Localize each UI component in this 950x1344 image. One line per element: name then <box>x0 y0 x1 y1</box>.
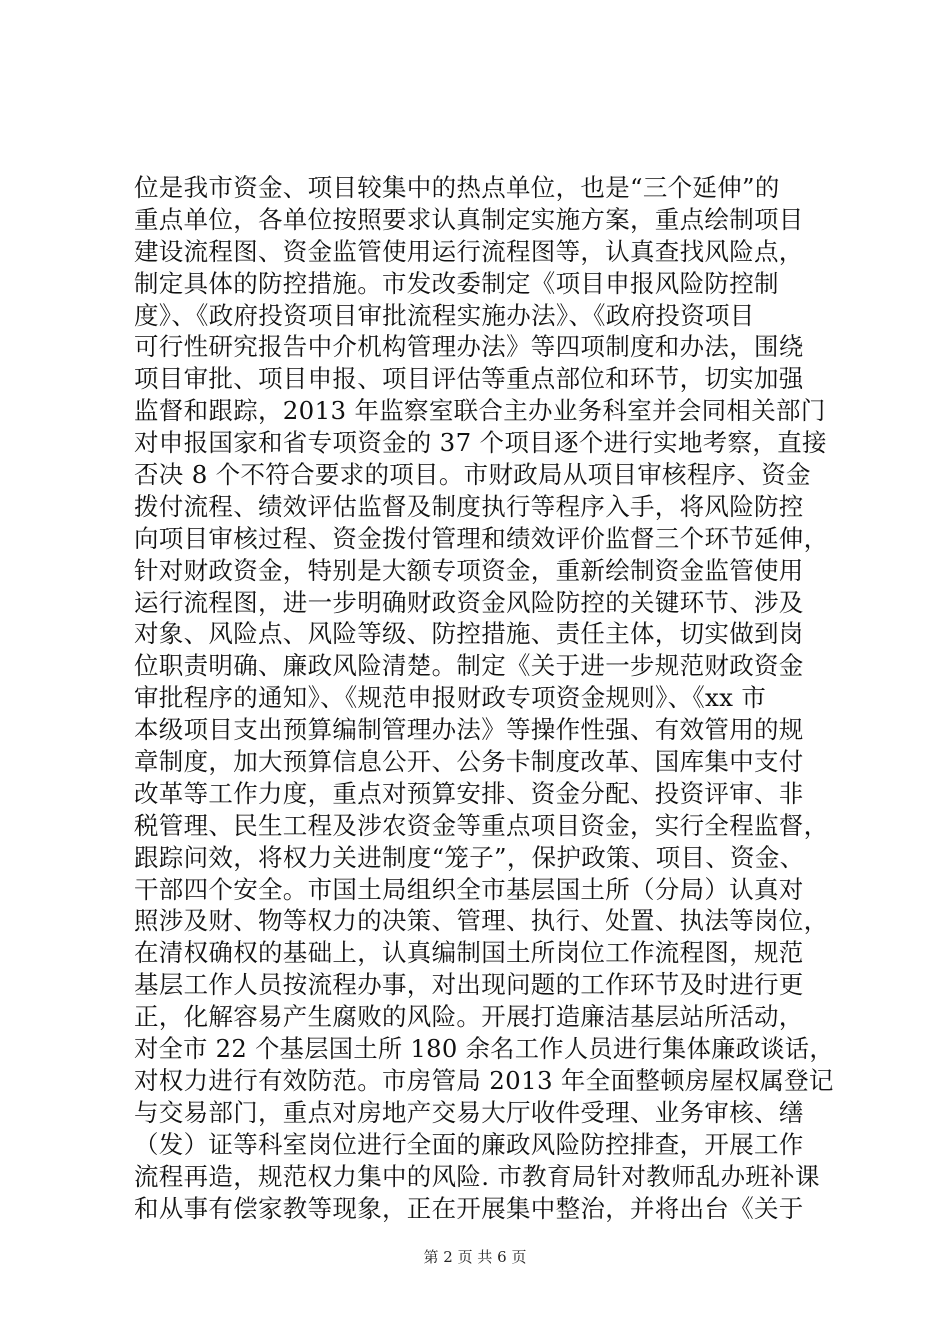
text-line: 否决 8 个不符合要求的项目。市财政局从项目审核程序、资金 <box>134 460 811 490</box>
text-line: 对全市 22 个基层国土所 180 余名工作人员进行集体廉政谈话， <box>134 1034 834 1064</box>
text-line: 运行流程图，进一步明确财政资金风险防控的关键环节、涉及 <box>134 587 804 617</box>
text-line: 和从事有偿家教等现象，正在开展集中整治，并将出台《关于 <box>134 1193 804 1223</box>
page-footer: 第 2 页 共 6 页 <box>423 1248 527 1266</box>
text-line: 改革等工作力度，重点对预算安排、资金分配、投资评审、非 <box>134 778 804 808</box>
text-line: 照涉及财、物等权力的决策、管理、执行、处置、执法等岗位， <box>134 906 829 936</box>
text-line: 向项目审核过程、资金拨付管理和绩效评价监督三个环节延伸， <box>134 523 829 553</box>
text-line: 在清权确权的基础上，认真编制国土所岗位工作流程图，规范 <box>134 938 804 968</box>
text-line: 流程再造，规范权力集中的风险. 市教育局针对教师乱办班补课 <box>134 1161 820 1191</box>
text-line: 跟踪问效，将权力关进制度“笼子”，保护政策、项目、资金、 <box>134 842 805 872</box>
text-line: 正，化解容易产生腐败的风险。开展打造廉洁基层站所活动， <box>134 1002 804 1032</box>
text-line: 位职责明确、廉政风险清楚。制定《关于进一步规范财政资金 <box>134 651 804 681</box>
text-line: 建设流程图、资金监管使用运行流程图等，认真查找风险点， <box>134 236 804 266</box>
text-line: 与交易部门，重点对房地产交易大厅收件受理、业务审核、缮 <box>134 1097 804 1127</box>
text-line: 对象、风险点、风险等级、防控措施、责任主体，切实做到岗 <box>134 619 804 649</box>
text-line: 针对财政资金，特别是大额专项资金，重新绘制资金监管使用 <box>134 555 804 585</box>
text-line: （发）证等科室岗位进行全面的廉政风险防控排查，开展工作 <box>134 1129 804 1159</box>
text-line: 度》、《政府投资项目审批流程实施办法》、《政府投资项目 <box>134 300 755 330</box>
text-line: 拨付流程、绩效评估监督及制度执行等程序入手，将风险防控 <box>134 491 804 521</box>
text-line: 基层工作人员按流程办事，对出现问题的工作环节及时进行更 <box>134 970 804 1000</box>
text-line: 监督和跟踪，2013 年监察室联合主办业务科室并会同相关部门 <box>134 396 826 426</box>
text-line: 对权力进行有效防范。市房管局 2013 年全面整顿房屋权属登记 <box>134 1065 834 1095</box>
text-line: 干部四个安全。市国土局组织全市基层国土所（分局）认真对 <box>134 874 804 904</box>
text-line: 可行性研究报告中介机构管理办法》等四项制度和办法，围绕 <box>134 332 804 362</box>
text-line: 税管理、民生工程及涉农资金等重点项目资金，实行全程监督， <box>134 810 829 840</box>
text-line: 项目审批、项目申报、项目评估等重点部位和环节，切实加强 <box>134 364 804 394</box>
text-line: 对申报国家和省专项资金的 37 个项目逐个进行实地考察，直接 <box>134 428 827 458</box>
text-line: 审批程序的通知》、《规范申报财政专项资金规则》、《xx 市 <box>134 683 767 713</box>
body-paragraph <box>134 172 834 1224</box>
text-line: 章制度，加大预算信息公开、公务卡制度改革、国库集中支付 <box>134 747 804 777</box>
text-line: 制定具体的防控措施。市发改委制定《项目申报风险防控制 <box>134 268 779 298</box>
text-line: 本级项目支出预算编制管理办法》等操作性强、有效管用的规 <box>134 715 804 745</box>
text-line: 重点单位，各单位按照要求认真制定实施方案，重点绘制项目 <box>134 204 804 234</box>
text-line: 位是我市资金、项目较集中的热点单位，也是“三个延伸”的 <box>134 173 780 202</box>
